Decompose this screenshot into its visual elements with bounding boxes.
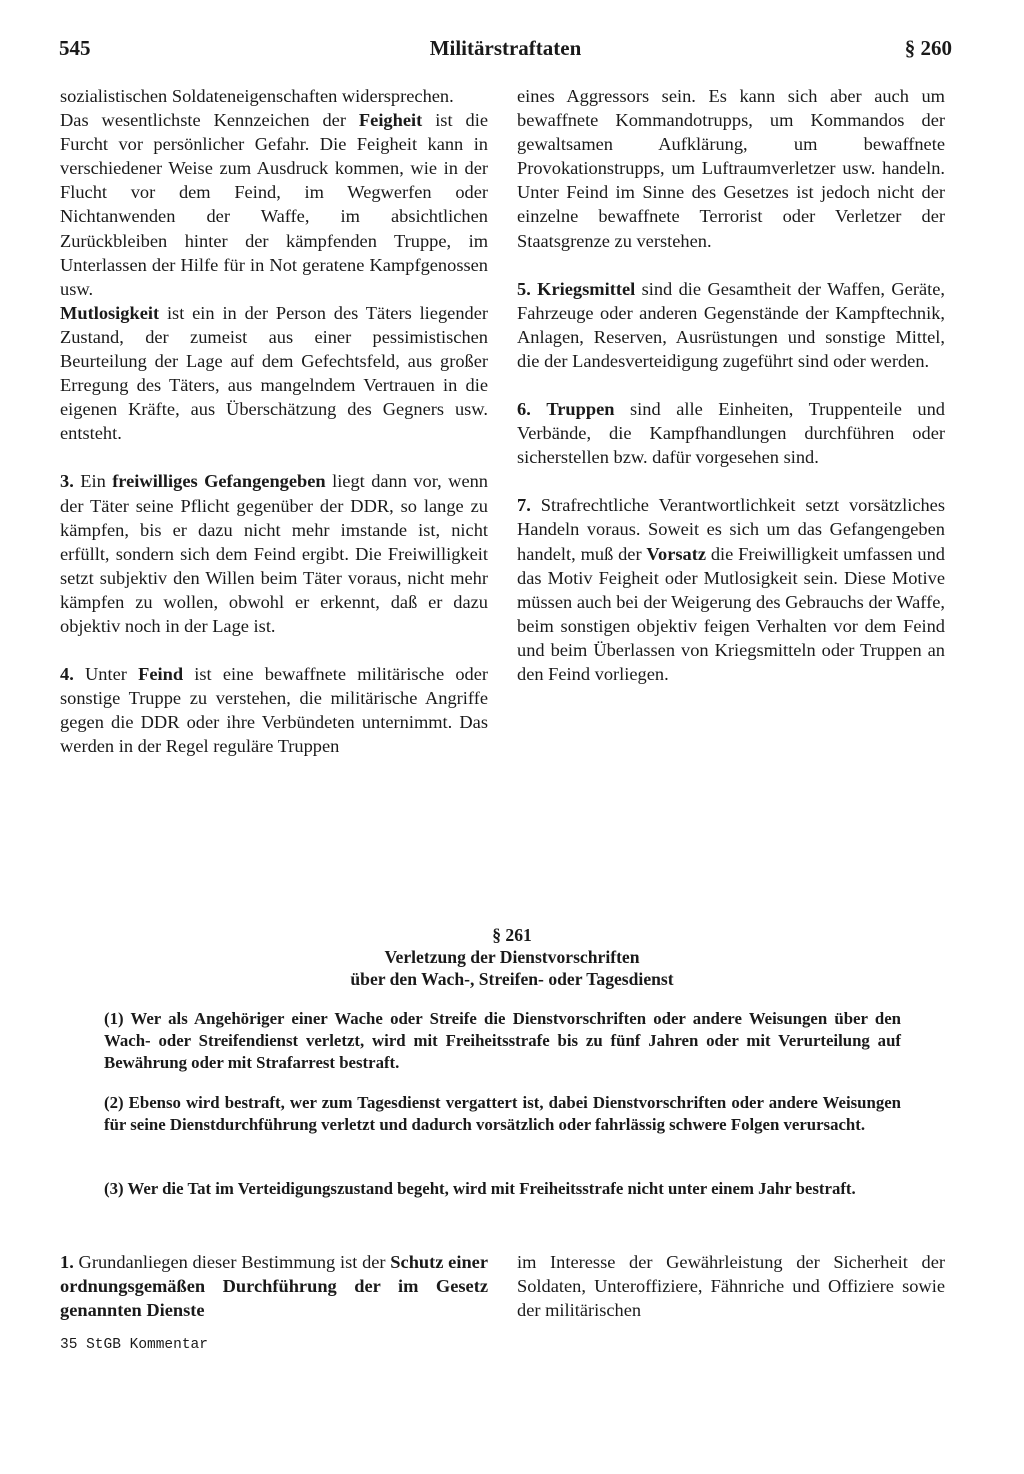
commentary-left: 1. Grundanliegen dieser Bestimmung ist der Schutz einer ordnungsgemäßen Durchführung der im Gesetz genannten Dienste <box>60 1252 488 1321</box>
term-mutlosigkeit: Mutlosigkeit <box>60 302 160 323</box>
term-feigheit: Feigheit <box>358 110 423 131</box>
commentary-right: im Interesse der Gewährleistung der Sicherheit der Soldaten, Unteroffiziere, Fähnriche und Offiziere sowie der militärischen <box>517 1252 945 1321</box>
statute-paragraph-3: (3) Wer die Tat im Verteidigungszustand begeht, wird mit Freiheitsstrafe nicht unter einem Jahr bestraft. <box>104 1179 856 1198</box>
item-number: 5. <box>517 278 531 299</box>
paragraph-5: 5. Kriegsmittel sind die Gesamtheit der Waffen, Geräte, Fahrzeuge oder anderen Gegenstände der Kampftechnik, Anlagen, Reserven, Ausrüstungen und sonstige Mittel, die der Landesverteidigung zugeführt sind oder werden. <box>517 278 945 371</box>
section-reference: § 260 <box>904 36 952 60</box>
term-schutz: Schutz einer ordnungsgemäßen Durchführung der im Gesetz genannten Dienste <box>60 1252 488 1321</box>
statute-paragraph-2: (2) Ebenso wird bestraft, wer zum Tagesdienst vergattert ist, dabei Dienstvorschriften oder andere Weisungen für seine Dienstdurchführung verletzt und dadurch vorsätzlich oder fahrlässig schwere Folgen verursacht. <box>104 1093 901 1134</box>
item-number: 6. <box>517 399 531 420</box>
statute-paragraph-1: (1) Wer als Angehöriger einer Wache oder Streife die Dienstvorschriften oder andere Weisungen über den Wach- oder Streifendienst verletzt, wird mit Freiheitsstrafe bis zu fünf Jahren oder mit Verurteilung auf Bewährung oder mit Strafarrest bestraft. <box>104 1009 901 1072</box>
paragraph-7: 7. Strafrechtliche Verantwortlichkeit setzt vorsätzliches Handeln voraus. Soweit es sich um das Gefangengeben handelt, muß der Vorsatz die Freiwilligkeit umfassen und das Motiv Feigheit oder Mutlosigkeit sein. Diese Motive müssen auch bei der Weigerung des Gebrauchs der Waffe, beim sonstigen objektiv feigen Verhalten vor dem Feind und beim Überlassen von Kriegsmitteln oder Truppen an den Feind vorliegen. <box>517 495 945 684</box>
paragraph-3: 3. Ein freiwilliges Gefangengeben liegt dann vor, wenn der Täter seine Pflicht gegenüber der DDR, so lange zu kämpfen, bis er dazu nicht mehr imstande ist, nicht erfüllt, sondern sich dem Feind ergibt. Die Freiwilligkeit setzt subjektiv den Willen beim Täter voraus, nicht mehr kämpfen zu wollen, obwohl er erkennt, daß er dazu objektiv noch in der Lage ist. <box>60 471 488 636</box>
item-number: 1. <box>60 1252 74 1272</box>
paragraph-feigheit: Das wesentlichste Kennzeichen der Feigheit ist die Furcht vor persönlicher Gefahr. Die Feigheit kann in verschiedener Weise zum Ausdruck kommen, wie in der Flucht vor dem Feind, im Wegwerfen oder Nichtanwenden der Waffe, im absichtlichen Zurückbleiben hinter der kämpfenden Truppe, im Unterlassen der Hilfe für in Not geratene Kampfgenossen usw. <box>60 110 488 299</box>
item-number: 3. <box>60 471 74 492</box>
paragraph-mutlosigkeit: Mutlosigkeit ist ein in der Person des Täters liegender Zustand, der zumeist aus einer pessimistischen Beurteilung der Lage auf dem Gefechtsfeld, aus großer Erregung des Täters, aus mangelndem Vertrauen in die eigenen Kräfte, aus Überschätzung des Gegners usw. entsteht. <box>60 302 488 444</box>
section-number: § 261 <box>492 925 532 945</box>
paragraph: eines Aggressors sein. Es kann sich aber auch um bewaffnete Kommandotrupps, um Kommandos der gewaltsamen Aufklärung, um bewaffnete Provokationstrupps, um Luftraumverletzer usw. handeln. Unter Feind im Sinne des Gesetzes ist jedoch nicht der einzelne bewaffnete Terrorist oder Verletzer der Staatsgrenze zu verstehen. <box>517 86 945 251</box>
paragraph-4: 4. Unter Feind ist eine bewaffnete militärische oder sonstige Truppe zu verstehen, die militärische Angriffe gegen die DDR oder ihre Verbündeten unternimmt. Das werden in der Regel reguläre Truppen <box>60 664 488 757</box>
page-number: 545 <box>59 36 91 60</box>
section-title-line-1: Verletzung der Dienstvorschriften <box>384 947 640 967</box>
page-footer: 35 StGB Kommentar <box>60 1337 208 1353</box>
page-title: Militärstraftaten <box>429 36 582 60</box>
paragraph: sozialistischen Soldateneigenschaften widersprechen. <box>60 86 454 106</box>
left-column <box>60 84 488 758</box>
term-vorsatz: Vorsatz <box>646 543 707 564</box>
page-header <box>59 36 952 68</box>
term-gefangengeben: freiwilliges Gefangengeben <box>112 471 326 492</box>
paragraph-6: 6. Truppen sind alle Einheiten, Truppenteile und Verbände, die Kampfhandlungen durchführen oder sicherstellen bzw. dafür vorgesehen sind. <box>517 399 945 468</box>
right-column <box>517 84 945 686</box>
term-truppen: Truppen <box>546 399 615 420</box>
section-title-line-2: über den Wach-, Streifen- oder Tagesdienst <box>350 969 674 989</box>
term-feind: Feind <box>138 664 184 685</box>
item-number: 7. <box>517 495 531 516</box>
item-number: 4. <box>60 664 74 685</box>
term-kriegsmittel: Kriegsmittel <box>537 278 636 299</box>
